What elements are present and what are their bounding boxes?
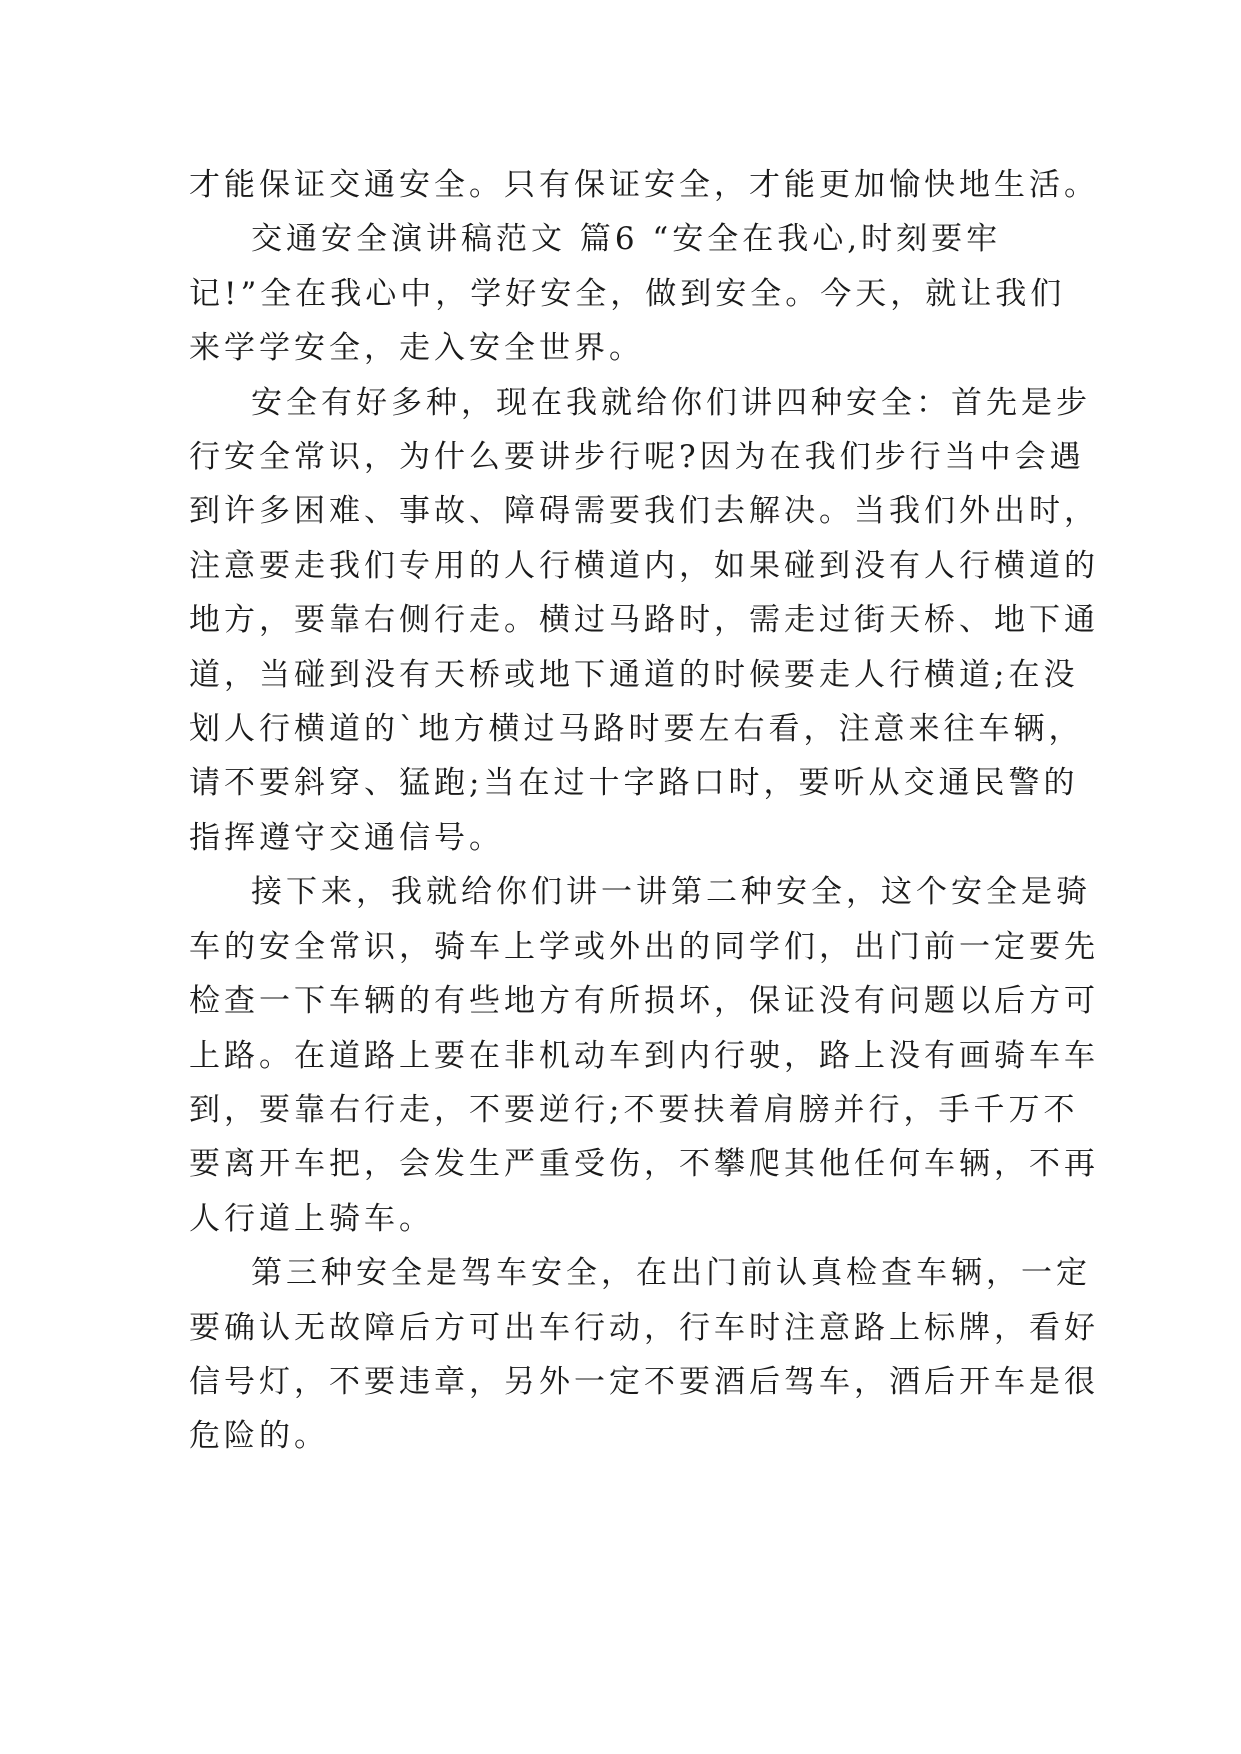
text-line: 行安全常识，为什么要讲步行呢?因为在我们步行当中会遇 [189,439,1085,476]
text-line: 记!”全在我心中，学好安全，做到安全。今天，就让我们 [189,275,1066,312]
text-line: 注意要走我们专用的人行横道内，如果碰到没有人行横道的 [189,547,1099,584]
text-line: 要确认无故障后方可出车行动，行车时注意路上标牌，看好 [189,1309,1099,1346]
text-line: 信号灯，不要违章，另外一定不要酒后驾车，酒后开车是很 [189,1363,1099,1400]
text-line: 上路。在道路上要在非机动车到内行驶，路上没有画骑车车 [189,1037,1099,1074]
text-line: 安全有好多种，现在我就给你们讲四种安全：首先是步 [251,384,1091,421]
text-line: 检查一下车辆的有些地方有所损坏，保证没有问题以后方可 [189,983,1099,1020]
paragraph-continuation [189,158,1099,212]
text-line: 地方，要靠右侧行走。横过马路时，需走过街天桥、地下通 [189,602,1099,639]
text-line: 才能保证交通安全。只有保证安全，才能更加愉快地生活。 [189,167,1099,203]
text-line: 到许多困难、事故、障碍需要我们去解决。当我们外出时， [189,493,1099,530]
text-line: 接下来，我就给你们讲一讲第二种安全，这个安全是骑 [251,874,1091,911]
text-line: 交通安全演讲稿范文 篇6 “安全在我心,时刻要牢 [251,221,1002,258]
text-line: 第三种安全是驾车安全，在出门前认真检查车辆，一定 [251,1255,1091,1292]
text-line: 划人行横道的`地方横过马路时要左右看，注意来往车辆， [189,711,1084,748]
text-line: 危险的。 [189,1418,329,1455]
paragraph-cycling-safety [189,865,1099,1246]
text-line: 到，要靠右行走，不要逆行;不要扶着肩膀并行，手千万不 [189,1091,1079,1128]
text-line: 来学学安全，走入安全世界。 [189,330,644,367]
text-line: 车的安全常识，骑车上学或外出的同学们，出门前一定要先 [189,928,1099,965]
paragraph-driving-safety [189,1246,1099,1464]
text-line: 请不要斜穿、猛跑;当在过十字路口时，要听从交通民警的 [189,765,1079,802]
paragraph-pedestrian-safety [189,376,1099,866]
document-body [189,158,1099,1464]
text-line: 道，当碰到没有天桥或地下通道的时候要走人行横道;在没 [189,656,1079,693]
paragraph-speech-intro [189,212,1066,375]
text-line: 指挥遵守交通信号。 [189,819,504,856]
text-line: 人行道上骑车。 [189,1200,434,1237]
text-line: 要离开车把，会发生严重受伤，不攀爬其他任何车辆，不再 [189,1146,1099,1183]
